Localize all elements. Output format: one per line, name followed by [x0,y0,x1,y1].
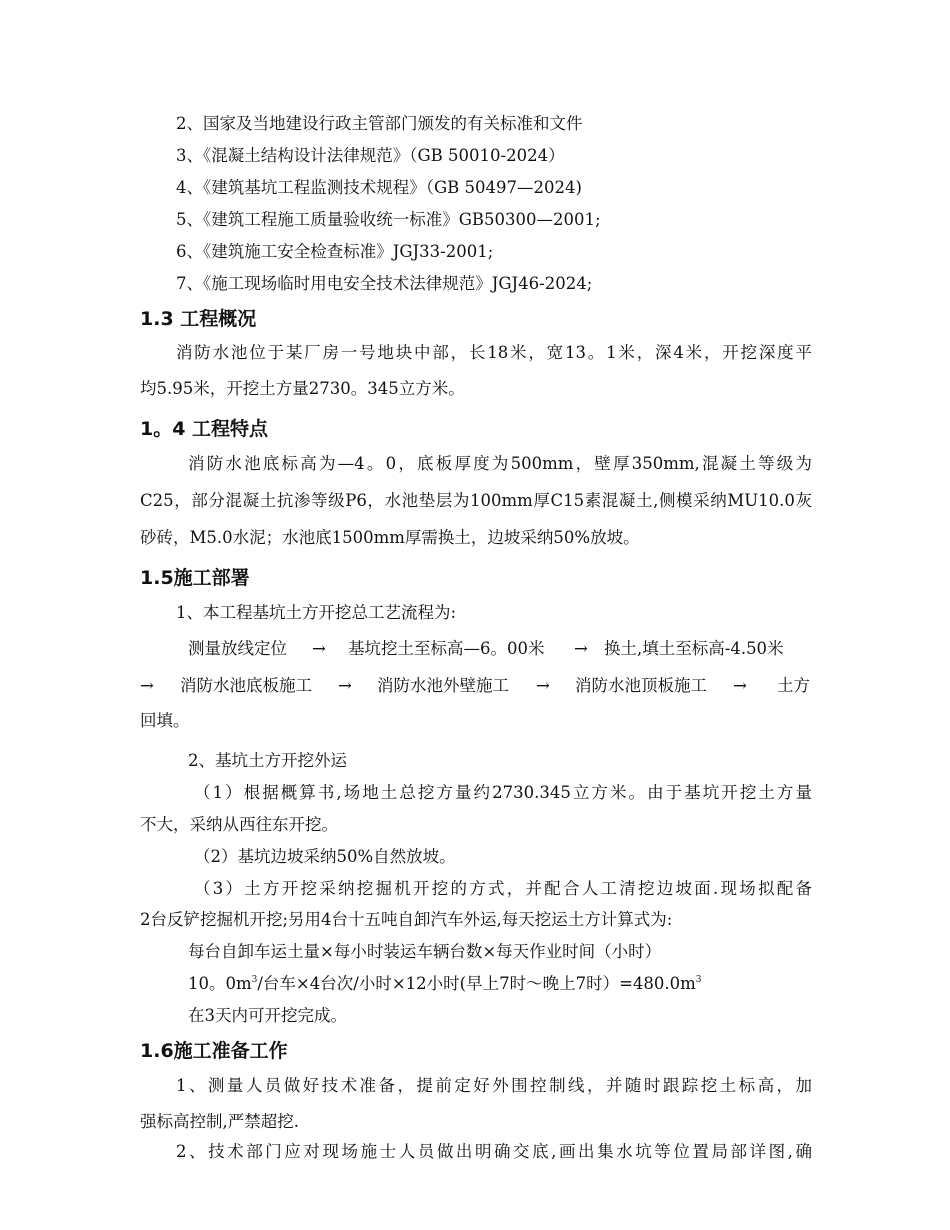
reference-item-2: 2、国家及当地建设行政主管部门颁发的有关标准和文件 [176,114,583,133]
superscript-3: 3 [695,975,702,985]
flow-arrow: → [338,676,352,695]
s15-item-2: 2、基坑土方开挖外运 [188,751,347,770]
reference-item-6: 6、《建筑施工安全检查标准》JGJ33-2001; [176,242,494,261]
reference-item-7: 7、《施工现场临时用电安全技术法律规范》JGJ46-2024; [176,274,593,293]
section-heading-1-4: 1。4 工程特点 [140,418,269,440]
formula-line [188,972,812,996]
s14-paragraph-line-1: 消防水池底标高为—4。0，底板厚度为500mm，壁厚350mm,混凝土等级为 [188,454,812,473]
s15-sub-2: （2）基坑边坡采纳50%自然放坡。 [194,847,456,866]
formula-part-a: 10。0m [188,974,252,993]
section-heading-1-5: 1.5施工部署 [140,567,250,589]
s14-paragraph-line-3: 砂砖，M5.0水泥；水池底1500mm厚需换土，边坡采纳50%放坡。 [140,528,640,547]
flow-arrow: → [312,639,326,658]
s15-sub-3-line-1: （3）土方开挖采纳挖掘机开挖的方式，并配合人工清挖边坡面.现场拟配备 [194,879,812,898]
s15-sub-1-line-1: （1）根据概算书,场地土总挖方量约2730.345立方米。由于基坑开挖土方量 [194,783,812,802]
flow-step-1: 测量放线定位 [188,639,287,658]
reference-item-5: 5、《建筑工程施工质量验收统一标准》GB50300—2001; [176,210,601,229]
reference-item-4: 4、《建筑基坑工程监测技术规程》（GB 50497—2024) [176,178,582,197]
flow-step-2: 基坑挖土至标高—6。00米 [348,639,545,658]
flow-step-7: 土方 [777,676,810,695]
s16-item-2-line-1: 2、技术部门应对现场施士人员做出明确交底,画出集水坑等位置局部详图,确 [176,1142,812,1161]
flow-step-7-end: 回填。 [140,711,190,730]
s13-paragraph-line-2: 均5.95米，开挖土方量2730。345立方米。 [140,379,465,398]
s13-paragraph-line-1: 消防水池位于某厂房一号地块中部，长18米，宽13。1米，深4米，开挖深度平 [176,343,812,362]
formula-part-b: /台车×4台次/小时×12小时(早上7时～晚上7时）=480.0m [257,974,696,993]
completion-note: 在3天内可开挖完成。 [188,1006,347,1025]
section-heading-1-6: 1.6施工准备工作 [140,1040,288,1062]
flow-arrow: → [733,676,747,695]
section-heading-1-3: 1.3 工程概况 [140,308,257,330]
superscript-3: 3 [251,975,258,985]
flow-step-4: 消防水池底板施工 [180,676,312,695]
flow-step-5: 消防水池外壁施工 [377,676,509,695]
s14-paragraph-line-2: C25，部分混凝土抗渗等级P6，水池垫层为100mm厚C15素混凝土,侧模采纳MU10.0灰 [140,491,812,510]
flow-step-3: 换土,填土至标高-4.50米 [604,639,784,658]
s15-sub-1-line-2: 不大，采纳从西往东开挖。 [140,815,338,834]
reference-item-3: 3、《混凝土结构设计法律规范》（GB 50010-2024） [176,146,565,165]
s16-item-1-line-2: 强标高控制,严禁超挖. [140,1112,299,1131]
flow-arrow: → [140,676,154,695]
flow-step-6: 消防水池顶板施工 [575,676,707,695]
s15-item-1: 1、本工程基坑土方开挖总工艺流程为: [176,603,457,622]
flow-arrow: → [574,639,588,658]
flow-arrow: → [536,676,550,695]
s15-sub-3-line-2: 2台反铲挖掘机开挖;另用4台十五吨自卸汽车外运,每天挖运土方计算式为: [140,910,673,929]
s16-item-1-line-1: 1、测量人员做好技术准备，提前定好外围控制线，并随时跟踪挖土标高，加 [176,1076,812,1095]
formula-description: 每台自卸车运土量×每小时装运车辆台数×每天作业时间（小时） [188,942,662,961]
